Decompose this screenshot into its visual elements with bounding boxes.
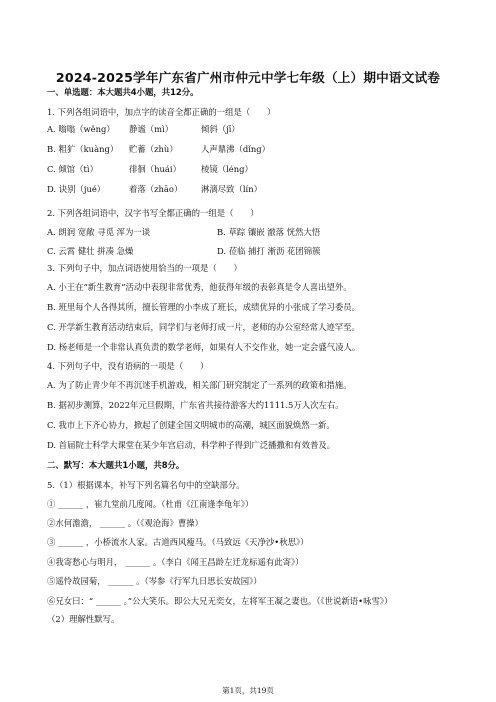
q1-d-1: D. 诀别（jué） [47, 184, 106, 194]
q1-option-d [47, 184, 456, 195]
q1-b-2: 贮蓄（zhù） [129, 144, 178, 154]
q1-b-1: B. 粗犷（kuàng） [47, 144, 119, 154]
q1-a-1: A. 嗡嗡（wěng） [47, 124, 115, 134]
q1-a-2: 静谧（mì） [129, 124, 174, 134]
q5-line-6: ⑥兄女曰：“ ______ 。”公大笑乐。即公大兄无奕女，左将军王凝之妻也。（《世说新语•咏雪》） [47, 596, 393, 606]
q2-option-c: C. 云霄 健壮 拼凑 急燥 [47, 246, 134, 256]
q1-a-3: 倾斜（jī） [201, 124, 240, 134]
q1-option-a [47, 124, 456, 135]
q5-stem: 5.（1）根据课本，补写下列名篇名句中的空缺部分。 [47, 480, 245, 490]
q2-stem: 2. 下列各组词语中，汉字书写全都正确的一组是（ ） [47, 208, 259, 218]
q3-option-a: A. 小王在“新生教育”活动中表现非常优秀，他获得年级的表彰真是令人喜出望外。 [47, 282, 352, 292]
q2-row-cd [47, 246, 456, 257]
q5-line-2: ②水何澹澹， ______ 。（《观沧海》曹操） [47, 518, 204, 528]
q1-c-2: 徘徊（huái） [129, 164, 181, 174]
q2-option-a: A. 朗润 宽敞 寻觅 浑为一谈 [47, 227, 151, 237]
q3-option-b: B. 班里每个人各得其所，擅长管理的小李成了班长，成绩优异的小张成了学习委员。 [47, 302, 360, 312]
q5-line-5: ⑤遥怜故园菊， ______ 。（岑参《行军九日思长安故园》） [47, 576, 262, 586]
q1-d-2: 着落（zhāo） [129, 184, 183, 194]
q5-line-4: ④我寄愁心与明月， ______ 。（李白《闻王昌龄左迁龙标遥有此寄》） [47, 557, 304, 567]
q1-b-3: 人声鼎沸（dǐng） [201, 144, 271, 154]
q4-option-d: D. 首届院士科学大课堂在某少年宫启动，科学种子得到广泛播撒和有效普及。 [47, 440, 336, 450]
q2-option-d: D. 莅临 捕打 淅沥 花团锦簇 [217, 246, 321, 256]
q5-line-3: ③ ______ ，小桥流水人家。古道西风瘦马。（马致远《天净沙•秋思》） [47, 537, 309, 547]
q4-option-c: C. 我市上下齐心协力，掀起了创建全国文明城市的高潮，城区面貌焕然一新。 [47, 420, 335, 430]
q1-c-3: 棱镜（léng） [201, 164, 253, 174]
q1-c-1: C. 倾馆（tì） [47, 164, 98, 174]
q3-option-d: D. 杨老师是一个非常认真负责的数学老师，如果有人不交作业，她一定会盛气凌人。 [47, 342, 361, 352]
q4-option-b: B. 据初步测算，2022年元旦假期，广东省共接待游客大约1111.5万人次左右。 [47, 400, 344, 410]
exam-title: 2024-2025学年广东省广州市仲元中学七年级（上）期中语文试卷 [55, 70, 441, 85]
q1-option-b [47, 144, 456, 155]
q5-line-7: （2）理解性默写。 [47, 614, 120, 624]
page-footer: 第1页，共19页 [222, 686, 274, 695]
q4-stem: 4. 下列句子中，没有语病的一项是（ ） [47, 361, 209, 371]
section-1-heading: 一、单选题：本大题共4小题，共12分。 [47, 87, 199, 97]
q1-option-c [47, 164, 456, 175]
section-2-heading: 二、默写：本大题共1小题，共8分。 [47, 460, 185, 470]
q1-d-3: 淋漓尽致（lín） [201, 184, 263, 194]
q3-option-c: C. 开学新生教育活动结束后，同学们与老师打成一片，老师的办公室经常人迹罕至。 [47, 322, 360, 332]
q2-option-b: B. 草踪 镶嵌 澈落 恍然大悟 [217, 227, 321, 237]
q4-option-a: A. 为了防止青少年不再沉迷手机游戏，相关部门研究制定了一系列的政策和措施。 [47, 380, 352, 390]
q3-stem: 3. 下列句子中，加点词语使用恰当的一项是（ ） [47, 263, 242, 273]
q5-line-1: ① ______ ，崔九堂前几度闻。（杜甫《江南逢李龟年》） [47, 499, 254, 509]
q1-stem: 1. 下列各组词语中，加点字的读音全都正确的一组是（ ） [47, 107, 276, 117]
q2-row-ab [47, 227, 456, 238]
